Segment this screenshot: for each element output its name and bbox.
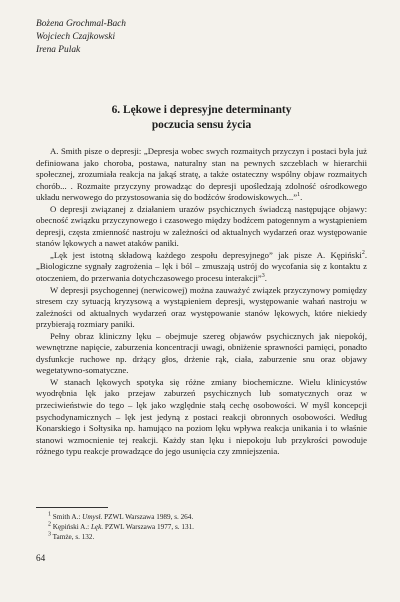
footnote-ref: 1: [297, 192, 301, 199]
footnote-number: 1: [48, 511, 51, 518]
paragraph: [36, 204, 367, 250]
footnote-text: Tamże, s. 132.: [52, 533, 95, 541]
paragraph-text: A. Smith pisze o depresji: „Depresja wobec swych rozmaitych przyczyn i postaci była już definiowana jako choroba, postawa, naturalny stan na pewnych szczeblach w hierarchii społecznej, zrozumiała reakcja na jakąś stratę, a także ostateczny wspólny objaw rozmaitych chorób... . Rozmaite przyczyny prowadząc do depresji upośledzają zdolność ośrodkowego układu nerwowego do przystosowania się do bodźców środowiskowych...”: [36, 146, 367, 203]
body-text: [36, 146, 367, 458]
footnote-text: PZWL Warszawa 1989, s. 264.: [102, 513, 194, 521]
paragraph-text: W stanach lękowych spotyka się różne zmiany biochemiczne. Wielu klinicystów wyodrębnia lęk jako przejaw zaburzeń psychicznych lub somatycznych oraz w przeciwieństwie do tego – lęk jako względnie stałą cechę osobowości. W myśl koncepcji psychodynamicznych – lęk jest jedyną z postaci reakcji obronnych osobowości. Według Konarskiego i Sołtysika np. hamująco na poziom lęku wpływa reakcja unikania i to właśnie stanowi wzmocnienie tej reakcji. Każdy stan lęku i niepokoju lub przykrości powoduje różnego typu reakcje prowadzące do jego usunięcia czy zmniejszenia.: [36, 376, 367, 457]
paragraph: [36, 285, 367, 331]
author-name: Wojciech Czajkowski: [36, 32, 116, 42]
footnote: [36, 522, 367, 532]
footnote-ref: 3: [261, 273, 265, 280]
footnote-number: 3: [48, 531, 51, 538]
footnotes: [36, 512, 367, 542]
footnote-ref: 2: [361, 250, 365, 257]
paragraph: [36, 250, 367, 285]
paragraph-text: . „Biologiczne sygnały zagrożenia – lęk i ból – zmuszają ustrój do wycofania się z kontaktu z otoczeniem, do przerwania dotychczasowego procesu interakcji”: [36, 249, 367, 284]
paragraph-text: Pełny obraz kliniczny lęku – obejmuje szereg objawów psychicznych jak niepokój, wewnętrzne napięcie, zaburzenia koncentracji uwagi, obniżenie sprawności pamięci, ponadto dysfunkcje ruchowe np. drżący głos, drżenie rąk, ciała, zaburzenie snu oraz objawy wegetatywno-somatyczne.: [36, 330, 367, 376]
footnote: [36, 532, 367, 542]
footnote-text: PZWL Warszawa 1977, s. 131.: [103, 523, 194, 531]
page-number: 64: [36, 553, 46, 563]
paragraph: [36, 377, 367, 458]
paragraph-text: W depresji psychogennej (nerwicowej) można zauważyć związek przyczynowy pomiędzy stresem czy sytuacją kryzysową a wystąpieniem depresji, występowanie wahań nastroju w zależności od aktualnych wydarzeń oraz występowanie stanów lękowych, które niekiedy przybierają rozmiary paniki.: [36, 284, 367, 330]
chapter-title-line: poczucia sensu życia: [151, 118, 252, 131]
paragraph-text: „Lęk jest istotną składową każdego zespołu depresyjnego” jak pisze A. Kępiński: [50, 249, 362, 260]
author-name: Bożena Grochmal-Bach: [36, 19, 126, 29]
paragraph-text: O depresji związanej z działaniem urazów psychicznych świadczą następujące objawy: obecność związku przyczynowego i czasowego między bodźcem patogennym a wystąpieniem depresji, częsta zmienność nastroju w zależności od aktualnych wydarzeń oraz występowanie stanów lękowych a nawet ataków paniki.: [36, 203, 367, 249]
paragraph-text: .: [264, 273, 267, 284]
footnote-number: 2: [48, 521, 51, 528]
author-list: [36, 18, 126, 57]
chapter-title-line: 6. Lękowe i depresyjne determinanty: [111, 104, 292, 116]
paragraph: [36, 331, 367, 377]
footnote-text: Kępiński A.:: [52, 523, 91, 531]
footnote-divider: [36, 507, 108, 508]
paragraph-text: .: [300, 192, 303, 203]
footnote-title: Umysł.: [82, 513, 103, 521]
paragraph: [36, 146, 367, 204]
footnote: [36, 512, 367, 522]
footnote-text: Smith A.:: [52, 513, 83, 521]
chapter-title: [36, 103, 367, 132]
footnote-title: Lęk.: [90, 523, 104, 531]
author-name: Irena Pulak: [36, 45, 81, 55]
